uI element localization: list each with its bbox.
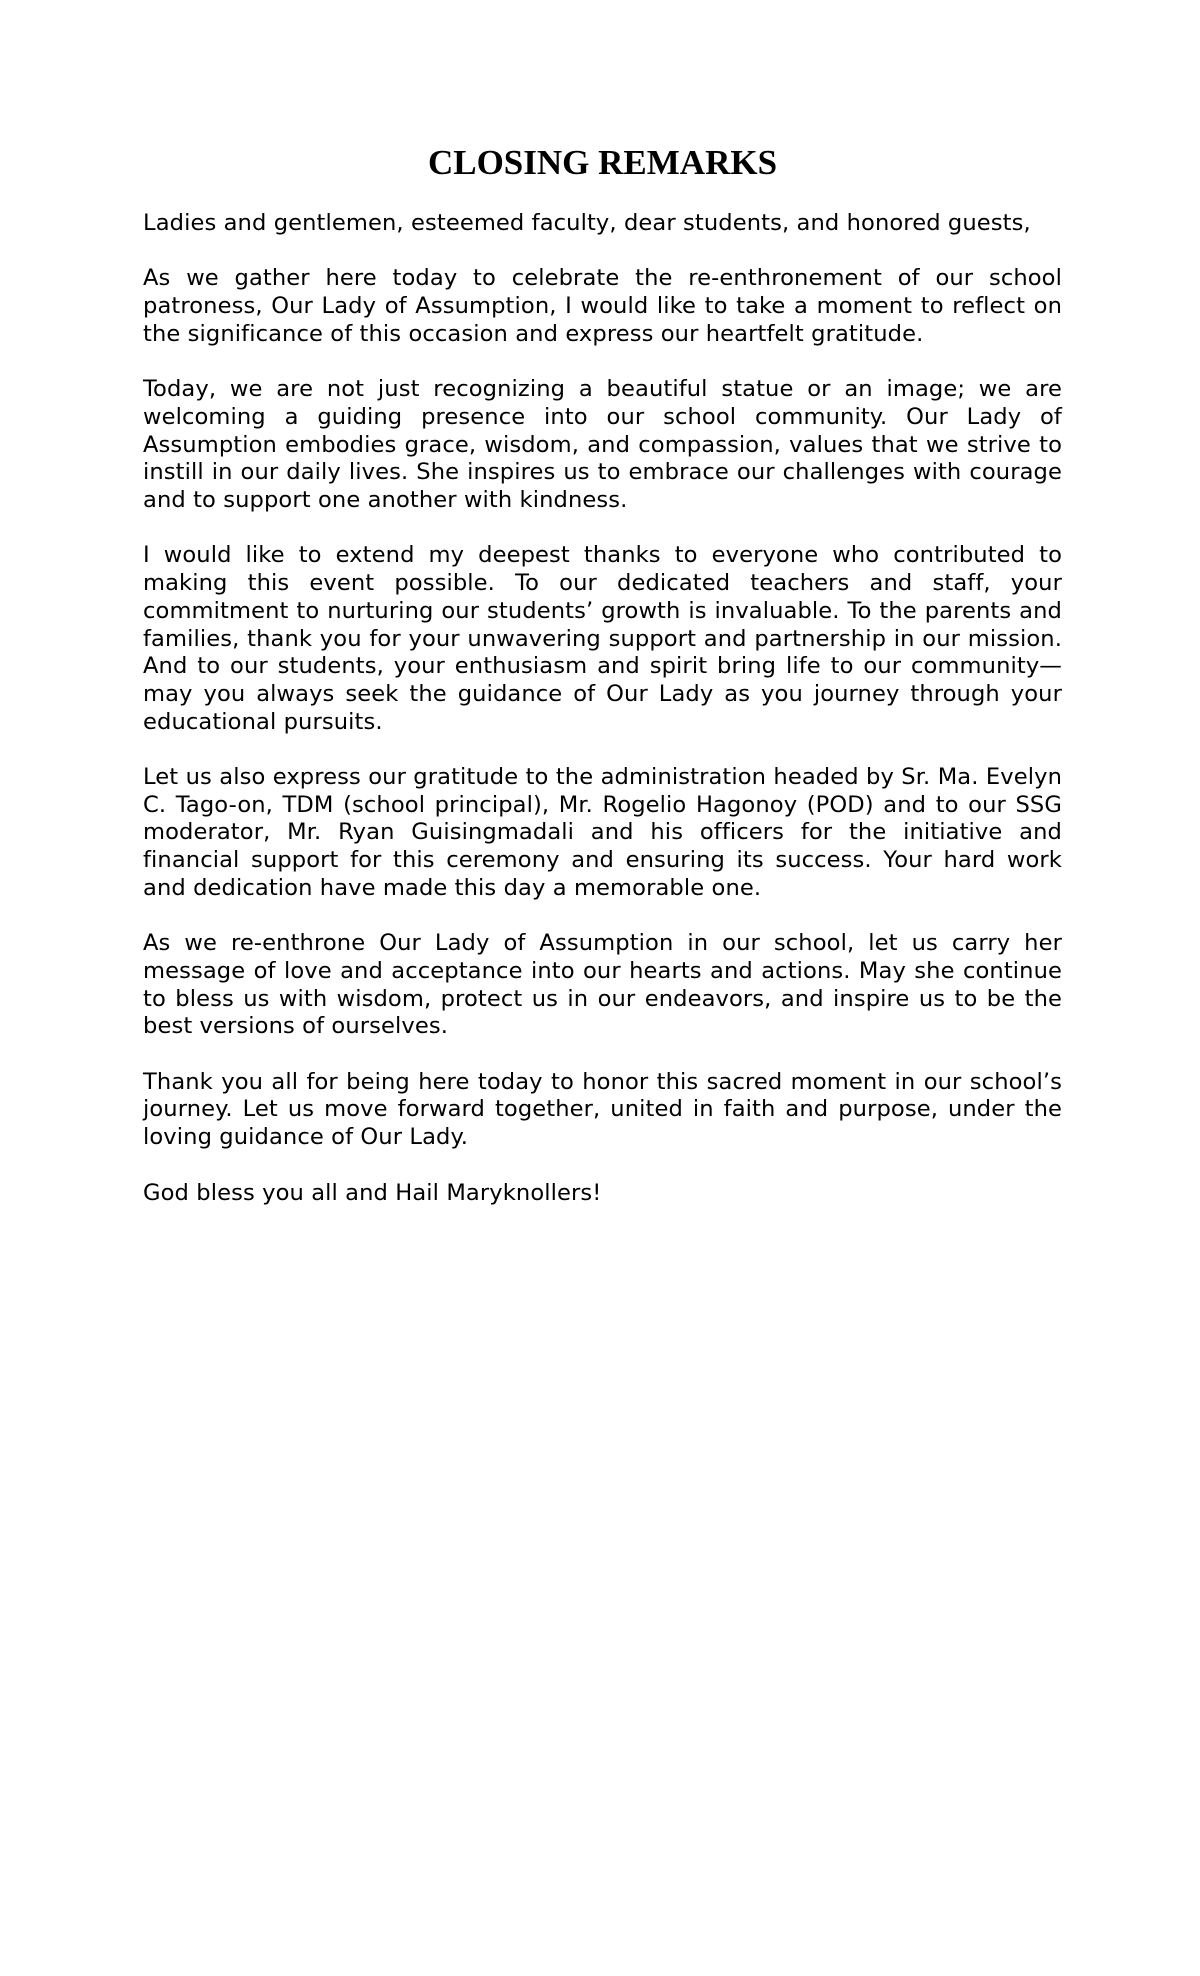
paragraph-thanks: I would like to extend my deepest thanks to everyone who contributed to making this event possible. To our dedicated teachers and staff, your commitment to nurturing our students’ growth is invaluable. To the parents and families, thank you for your unwavering support and partnership in our mission. And to our students, your enthusiasm and spirit bring life to our community—may you always seek the guidance of Our Lady as you journey through your educational pursuits.: [143, 542, 1062, 735]
paragraph-blessing: God bless you all and Hail Maryknollers!: [143, 1179, 602, 1206]
paragraph-administration: Let us also express our gratitude to the administration headed by Sr. Ma. Evelyn C. Tago-on, TDM (school principal), Mr. Rogelio Hagonoy (POD) and to our SSG moderator, Mr. Ryan Guisingmadali and his officers for the initiative and financial support for this ceremony and ensuring its success. Your hard work and dedication have made this day a memorable one.: [143, 764, 1062, 901]
paragraph-introduction: As we gather here today to celebrate the re-enthronement of our school patroness, Our Lady of Assumption, I would like to take a moment to reflect on the significance of this occasion and express our heartfelt gratitude.: [143, 265, 1062, 347]
document-title: CLOSING REMARKS: [427, 143, 778, 182]
paragraph-closing: Thank you all for being here today to honor this sacred moment in our school’s journey. Let us move forward together, united in faith and purpose, under the loving guidance of Our Lady.: [143, 1068, 1062, 1151]
paragraph-greeting: Ladies and gentlemen, esteemed faculty, dear students, and honored guests,: [143, 210, 1031, 236]
paragraph-patroness: Today, we are not just recognizing a beautiful statue or an image; we are welcoming a guiding presence into our school community. Our Lady of Assumption embodies grace, wisdom, and compassion, values that we strive to instill in our daily lives. She inspires us to embrace our challenges with courage and to support one another with kindness.: [143, 376, 1062, 513]
document-body: [143, 210, 1062, 1235]
paragraph-reenthronement: As we re-enthrone Our Lady of Assumption in our school, let us carry her message of love and acceptance into our hearts and actions. May she continue to bless us with wisdom, protect us in our endeavors, and inspire us to be the best versions of ourselves.: [143, 930, 1062, 1040]
